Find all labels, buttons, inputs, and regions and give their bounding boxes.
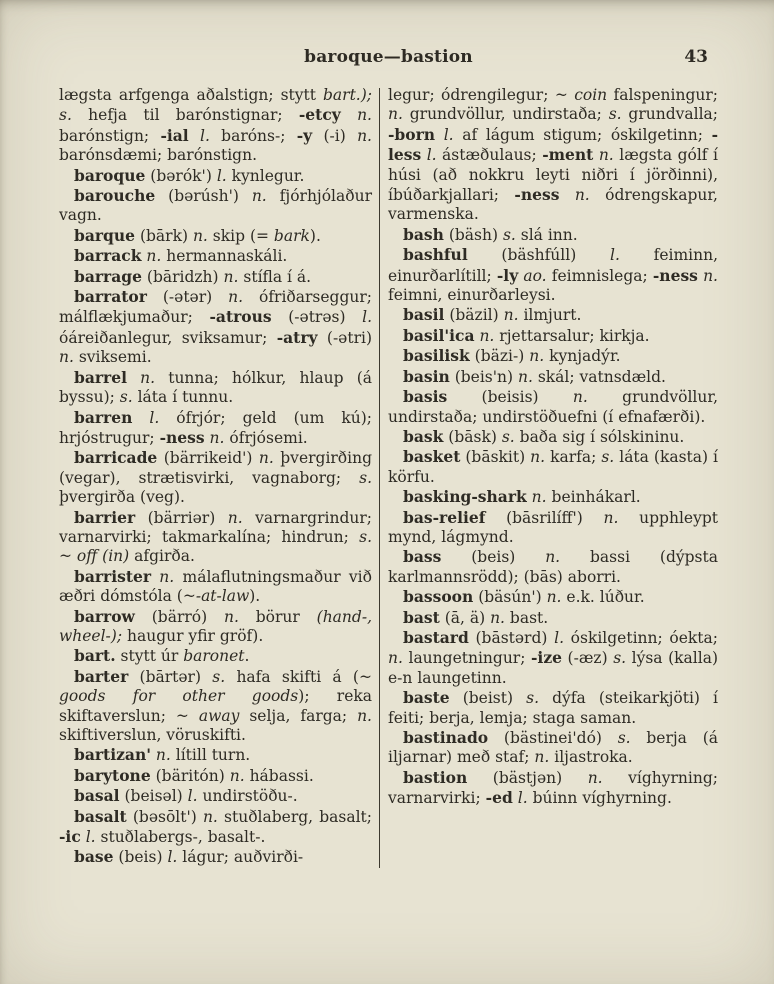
page-header bbox=[59, 47, 718, 69]
dictionary-entry: barter (bārtər) s. hafa skifti á (~ goods for other goods); reka skiftaverslun; ~ away selja, farga; n. skiftiverslun, vöruskifti. bbox=[59, 666, 372, 744]
dictionary-entry: basin (beis'n) n. skál; vatnsdæld. bbox=[403, 366, 666, 386]
page-number: 43 bbox=[684, 47, 708, 67]
dictionary-entry: baroque (bərók') l. kynlegur. bbox=[74, 165, 305, 185]
column-left bbox=[59, 86, 372, 868]
dictionary-entry: barrack n. hermannaskáli. bbox=[74, 246, 288, 266]
dictionary-entry: bask (bāsk) s. baða sig í sólskininu. bbox=[403, 426, 685, 446]
continuation-text: lægsta arfgenga aðalstign; stytt bart.); s. hefja til barónstignar; -etcy n. barónstign; -ial l. baróns-; -y (-i) n. barónsdæmi; barónstign. bbox=[59, 86, 372, 165]
dictionary-entry: basis (beisis) n. grundvöllur, undirstaða; undirstöðuefni (í efnafærði). bbox=[388, 387, 718, 426]
dictionary-entry: bass (beis) n. bassi (dýpsta karlmannsrödd); (bās) aborri. bbox=[388, 547, 718, 586]
dictionary-entry: barricade (bärrikeid') n. þvergirðing (vegar), strætisvirki, vagnaborg; s. þvergirða (veg). bbox=[59, 448, 373, 507]
dictionary-entry: barrel n. tunna; hólkur, hlaup (á byssu); s. láta í tunnu. bbox=[59, 367, 372, 407]
dictionary-entry: bastinado (bästinei'dó) s. berja (á iljarnar) með staf; n. iljastroka. bbox=[388, 728, 718, 767]
dictionary-entry: bas-relief (bāsrilíff') n. upphleypt mynd, lágmynd. bbox=[388, 507, 718, 546]
dictionary-entry: barrow (bärró) n. börur (hand-, wheel-); haugur yfir gröf). bbox=[59, 606, 372, 645]
dictionary-entry: bart. stytt úr baronet. bbox=[74, 646, 250, 666]
running-head: baroque—bastion bbox=[304, 47, 473, 67]
dictionary-entry: barrage (bāridzh) n. stífla í á. bbox=[74, 266, 312, 286]
dictionary-entry: baste (beist) s. dýfa (steikarkjöti) í feiti; berja, lemja; staga saman. bbox=[388, 688, 719, 727]
dictionary-entry: bast (ā, ä) n. bast. bbox=[403, 607, 549, 627]
column-right bbox=[388, 86, 718, 868]
dictionary-entry: basking-shark n. beinhákarl. bbox=[403, 487, 641, 507]
dictionary-entry: basal (beisəl) l. undirstöðu-. bbox=[74, 786, 298, 806]
dictionary-entry: bashful (bäshfúll) l. feiminn, einurðarlítill; -ly ao. feimnislega; -ness n. feimni, einurðarleysi. bbox=[388, 245, 719, 305]
text-block bbox=[59, 86, 718, 868]
dictionary-entry: basilisk (bäzi-) n. kynjadýr. bbox=[403, 346, 621, 366]
dictionary-entry: basil'ica n. rjettarsalur; kirkja. bbox=[403, 325, 650, 345]
dictionary-entry: barrier (bärriər) n. varnargrindur; varnarvirki; takmarkalína; hindrun; s. ~ off (in) afgirða. bbox=[59, 507, 372, 566]
dictionary-entry: bastion (bästjən) n. víghyrning; varnarvirki; -ed l. búinn víghyrning. bbox=[388, 767, 718, 808]
dictionary-entry: barrister n. málaflutningsmaður við æðri dómstóla (~-at-law). bbox=[59, 566, 372, 606]
dictionary-entry: barouche (bərúsh') n. fjórhjólaður vagn. bbox=[59, 186, 372, 225]
dictionary-entry: barren l. ófrjór; geld (um kú); hrjóstrugur; -ness n. ófrjósemi. bbox=[59, 407, 372, 447]
dictionary-entry: barrator (-ətər) n. ófriðarseggur; málflækjumaður; -atrous (-ətrəs) l. óáreiðanlegur, sviksamur; -atry (-ətri) n. sviksemi. bbox=[59, 287, 373, 367]
column-divider-rule bbox=[379, 88, 380, 868]
dictionary-entry: bastard (bāstərd) l. óskilgetinn; óekta; n. laungetningur; -ize (-æz) s. lýsa (kalla) e-n laungetinn. bbox=[388, 627, 718, 687]
dictionary-entry: basil (bäzil) n. ilmjurt. bbox=[403, 305, 582, 325]
continuation-text: legur; ódrengilegur; ~ coin falspeningur; n. grundvöllur, undirstaða; s. grundvalla; -born l. af lágum stigum; óskilgetinn; -less l. ástæðulaus; -ment n. lægsta gólf í húsi (að nokkru leyti niðri í jörðinni), íbúðarkjallari; -ness n. ódrengskapur, varmenska. bbox=[388, 86, 718, 224]
dictionary-entry: base (beis) l. lágur; auðvirði- bbox=[74, 847, 304, 867]
dictionary-entry: basket (bāskit) n. karfa; s. láta (kasta) í körfu. bbox=[388, 447, 718, 486]
dictionary-entry: barque (bārk) n. skip (= bark). bbox=[74, 225, 321, 245]
dictionary-entry: bassoon (bäsún') n. e.k. lúður. bbox=[403, 587, 645, 607]
dictionary-entry: barytone (bäritón) n. hábassi. bbox=[74, 765, 314, 785]
dictionary-entry: bash (bäsh) s. slá inn. bbox=[403, 224, 578, 244]
dictionary-entry: basalt (bəsōlt') n. stuðlaberg, basalt; -ic l. stuðlabergs-, basalt-. bbox=[59, 806, 373, 847]
dictionary-entry: bartizan' n. lítill turn. bbox=[74, 745, 251, 765]
